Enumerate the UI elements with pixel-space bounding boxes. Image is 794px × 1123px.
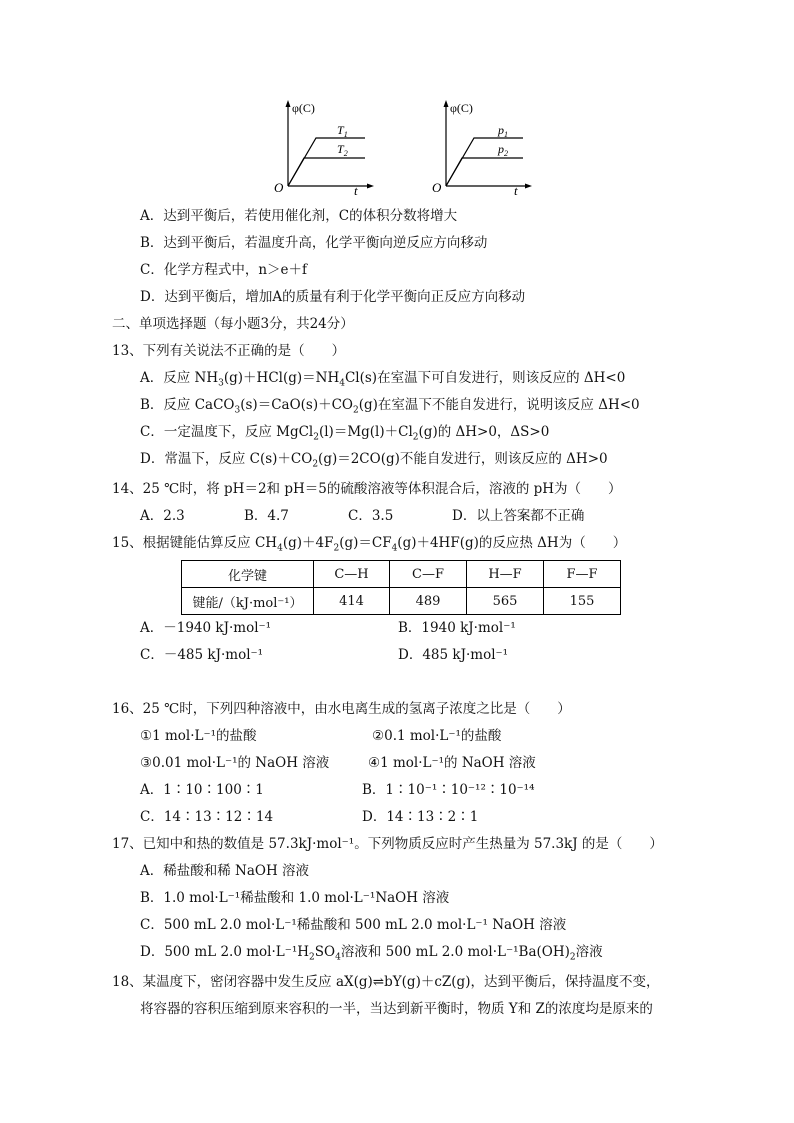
q18-line-1: 18、某温度下，密闭容器中发生反应 aX(g)⇌bY(g)＋cZ(g)，达到平衡后，保持温度不变，: [112, 974, 660, 990]
table-header-cell: F—F: [544, 561, 621, 588]
table-cell: 155: [544, 588, 621, 615]
q12-option-a: A．达到平衡后，若使用催化剂，C的体积分数将增大: [140, 208, 458, 224]
table-header-cell: H—F: [467, 561, 544, 588]
q12-option-c: C．化学方程式中，n＞e＋f: [140, 262, 308, 278]
q17-option-d: D．500 mL 2.0 $mol\cdot L^{-1}H_2SO_4$溶液和 500 mL 2.0 $mol\cdot L^{-1}Ba(OH)_2$溶液: [140, 944, 603, 963]
y-axis-label: φ(C): [450, 101, 473, 115]
q16-item-1: ①1 mol·L⁻¹的盐酸: [140, 728, 257, 744]
bond-energy-table: [181, 560, 621, 615]
curve-label-lower: $T_2$: [337, 142, 348, 158]
table-header-cell: 化学键: [182, 561, 314, 588]
q13-option-b: B．反应 $CaCO_3(s)=CaO(s)+CO_2(g)$在室温下不能自发进行，说明该反应 ΔH<0: [140, 397, 640, 416]
q14-option-b: B．4.7: [244, 508, 289, 524]
q12-option-b: B．达到平衡后，若温度升高，化学平衡向逆反应方向移动: [140, 235, 488, 251]
q13-option-c: C．一定温度下，反应 $MgCl_2(l)=Mg(l)+Cl_2(g)$的 ΔH>0，ΔS>0: [140, 424, 550, 443]
table-header-cell: C—H: [314, 561, 390, 588]
q16-item-3: ③0.01 mol·L⁻¹的 NaOH 溶液: [140, 755, 330, 771]
q14-option-d: D．以上答案都不正确: [452, 508, 585, 524]
curve-label-lower: $p_2$: [498, 142, 508, 158]
curve-label-upper: $T_1$: [337, 123, 348, 139]
q17-stem: 17、已知中和热的数值是 57.3kJ·mol⁻¹。下列物质反应时产生热量为 57.3kJ 的是（ ）: [112, 836, 663, 852]
q16-option-d: D．14∶13∶2∶1: [362, 809, 479, 825]
table-row: [182, 561, 621, 588]
q17-option-c: C．500 mL 2.0 mol·L⁻¹稀盐酸和 500 mL 2.0 mol·L⁻¹ NaOH 溶液: [140, 917, 567, 933]
q14-option-c: C．3.5: [348, 508, 394, 524]
q14-stem: 14、25 ℃时，将 pH＝2和 pH＝5的硫酸溶液等体积混合后，溶液的 pH为（ ）: [112, 481, 622, 497]
q13-option-a: A．反应 $NH_3(g)+HCl(g)=NH_4Cl(s)$在室温下可自发进行，则该反应的 ΔH<0: [140, 370, 626, 389]
graph-temperature: [270, 96, 390, 196]
graph-pressure: [428, 96, 548, 196]
table-row-label: 键能/（kJ·mol⁻¹）: [182, 588, 314, 615]
table-cell: 489: [390, 588, 467, 615]
q17-option-a: A．稀盐酸和稀 NaOH 溶液: [140, 863, 310, 879]
q12-option-d: D．达到平衡后，增加A的质量有利于化学平衡向正反应方向移动: [140, 289, 526, 305]
origin-label: O: [432, 180, 442, 195]
q13-stem: 13、下列有关说法不正确的是（ ）: [112, 343, 346, 359]
table-row: [182, 588, 621, 615]
origin-label: O: [274, 180, 284, 195]
q15-option-a: A．－1940 kJ·mol⁻¹: [140, 620, 272, 636]
q16-item-4: ④1 mol·L⁻¹的 NaOH 溶液: [368, 755, 536, 771]
q16-stem: 16、25 ℃时，下列四种溶液中，由水电离生成的氢离子浓度之比是（ ）: [112, 701, 571, 717]
y-axis-label: φ(C): [292, 101, 315, 115]
q17-option-b: B．1.0 mol·L⁻¹稀盐酸和 1.0 mol·L⁻¹NaOH 溶液: [140, 890, 450, 906]
table-cell: 565: [467, 588, 544, 615]
x-axis-label: t: [354, 183, 358, 196]
q16-option-a: A．1∶10∶100∶1: [140, 782, 264, 798]
table-header-cell: C—F: [390, 561, 467, 588]
q14-option-a: A．2.3: [140, 508, 185, 524]
q16-item-2: ②0.1 mol·L⁻¹的盐酸: [372, 728, 502, 744]
table-cell: 414: [314, 588, 390, 615]
section-heading: 二、单项选择题（每小题3分，共24分）: [112, 316, 354, 332]
q15-option-c: C．－485 kJ·mol⁻¹: [140, 647, 264, 663]
q15-option-b: B．1940 kJ·mol⁻¹: [398, 620, 516, 636]
q15-option-d: D．485 kJ·mol⁻¹: [398, 647, 509, 663]
q18-line-2: 将容器的容积压缩到原来容积的一半，当达到新平衡时，物质 Y和 Z的浓度均是原来的: [140, 1001, 653, 1017]
q16-option-c: C．14∶13∶12∶14: [140, 809, 274, 825]
x-axis-label: t: [514, 183, 518, 196]
curve-label-upper: $p_1$: [498, 123, 508, 139]
q15-stem: 15、根据键能估算反应 $CH_4(g)+4F_2(g)=CF_4(g)+4HF(g)$的反应热 ΔH为（ ）: [112, 535, 627, 554]
q13-option-d: D．常温下，反应 $C(s)+CO_2(g)=2CO(g)$不能自发进行，则该反应的 ΔH>0: [140, 451, 608, 470]
q16-option-b: B．1∶10⁻¹∶10⁻¹²∶10⁻¹⁴: [362, 782, 535, 798]
